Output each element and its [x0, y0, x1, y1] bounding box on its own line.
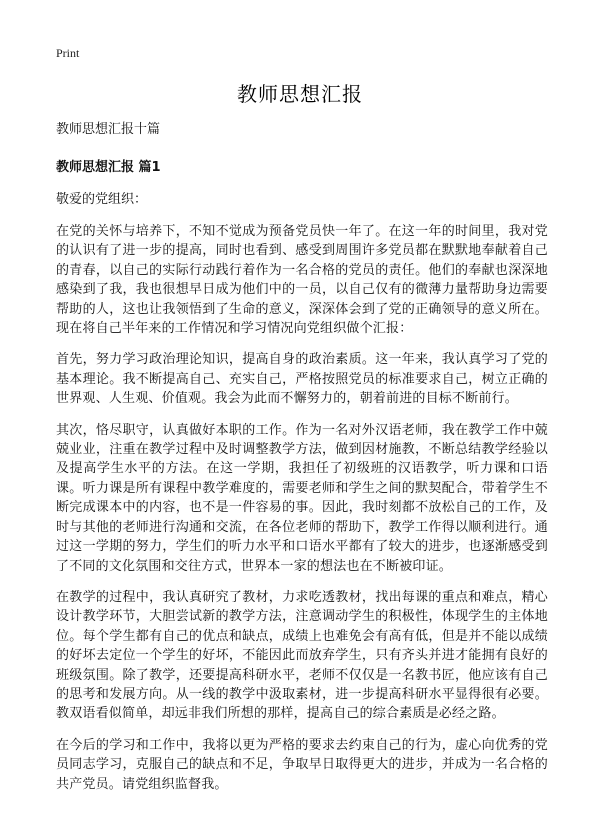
document-title: 教师思想汇报 — [237, 82, 363, 106]
salutation: 敬爱的党组织： — [56, 192, 148, 207]
paragraph-intro: 在党的关怀与培养下，不知不觉成为预备党员快一年了。在这一年的时间里，我对党的认识有了进一步的提高，同时也看到、感受到周围许多党员都在默默地奉献着自己的青春，以自己的实际行动践行着作为一名合格的党员的责任。他们的奉献也深深地感染到了我，我也很想早日成为他们中的一员，以自己仅有的微薄力量帮助身边需要帮助的人，这也让我领悟到了生命的意义，深深体会到了党的正确领导的意义所在。现在将自己半年来的工作情况和学习情况向党组织做个汇报： — [56, 224, 548, 337]
paragraph-conclusion: 在今后的学习和工作中，我将以更为严格的要求去约束自己的行为，虚心向优秀的党员同志学习，克服自己的缺点和不足，争取早日取得更大的进步，并成为一名合格的共产党员。请党组织监督我。 — [56, 737, 548, 792]
print-label: Print — [56, 46, 80, 60]
paragraph-teaching-work: 其次，恪尽职守，认真做好本职的工作。作为一名对外汉语老师，我在教学工作中兢兢业业，注重在教学过程中及时调整教学方法，做到因材施教，不断总结教学经验以及提高学生水平的方法。在这一学期，我担任了初级班的汉语教学，听力课和口语课。听力课是所有课程中教学难度的，需要老师和学生之间的默契配合，带着学生不断完成课本中的内容，也不是一件容易的事。因此，我时刻都不放松自己的工作，及时与其他的老师进行沟通和交流，在各位老师的帮助下，教学工作得以顺利进行。通过这一学期的努力，学生们的听力水平和口语水平都有了较大的进步，也逐渐感受到了不同的文化氛围和交往方式，世界本一家的想法也在不断被印证。 — [56, 422, 548, 574]
paragraph-teaching-process: 在教学的过程中，我认真研究了教材，力求吃透教材，找出每课的重点和难点，精心设计教学环节，大胆尝试新的教学方法，注意调动学生的积极性，体现学生的主体地位。每个学生都有自己的优点和缺点，成绩上也难免会有高有低，但是并不能以成绩的好坏去定位一个学生的好坏，不能因此而放弃学生，只有齐头并进才能拥有良好的班级氛围。除了教学，还要提高科研水平，老师不仅仅是一名教书匠，他应该有自己的思考和发展方向。从一线的教学中汲取素材，进一步提高科研水平显得很有必要。教双语看似简单，却远非我们所想的那样，提高自己的综合素质是必经之路。 — [56, 589, 548, 722]
document-body — [56, 120, 548, 806]
paragraph-political-study: 首先，努力学习政治理论知识，提高自身的政治素质。这一年来，我认真学习了党的基本理论。我不断提高自己、充实自己，严格按照党员的标准要求自己，树立正确的世界观、人生观、价值观。我会为此而不懈努力的，朝着前进的目标不断前行。 — [56, 352, 548, 407]
document-subtitle: 教师思想汇报十篇 — [56, 122, 161, 137]
section-heading: 教师思想汇报 篇1 — [56, 160, 161, 175]
